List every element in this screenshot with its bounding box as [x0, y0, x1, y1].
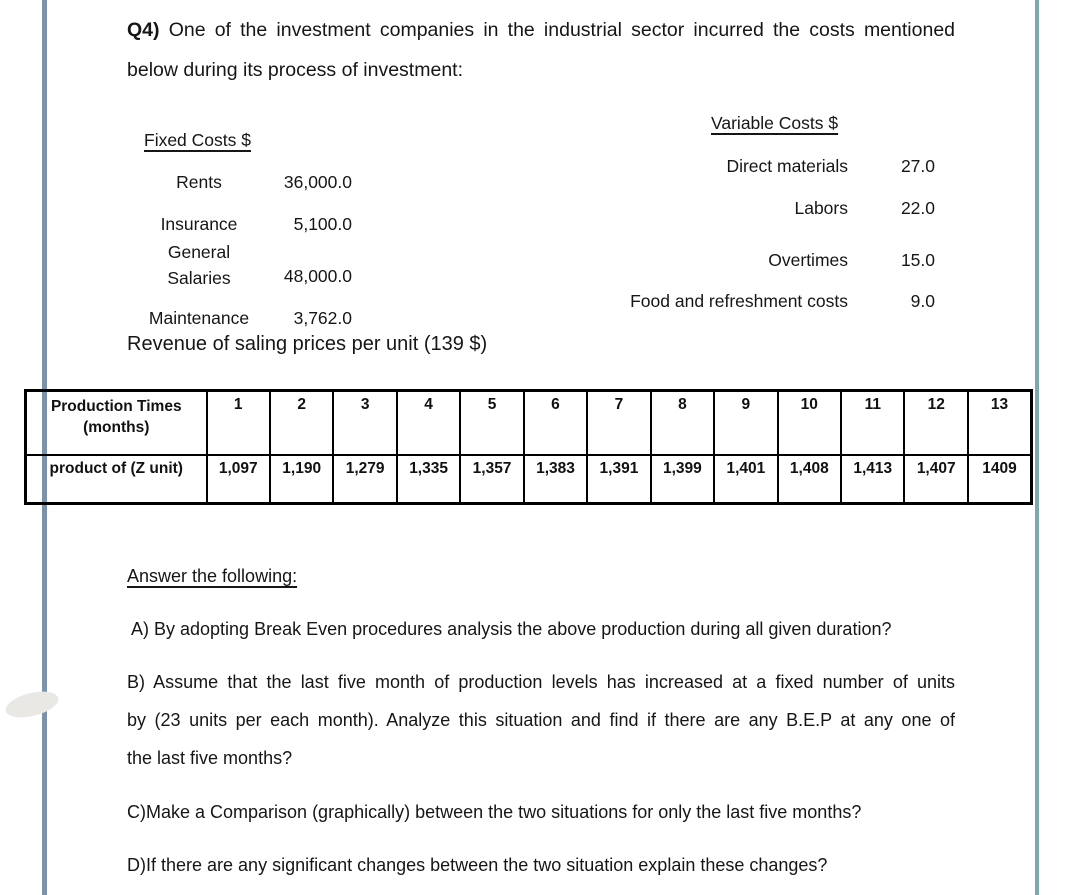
question-number: Q4) — [127, 19, 160, 41]
product-cell: 1,413 — [841, 455, 904, 504]
question-b-line2: by (23 units per each month). Analyze this situation and find if there are any B.E.P at any one of — [127, 710, 955, 730]
table-data-row — [26, 455, 1032, 504]
variable-cost-label-food: Food and refreshment costs — [630, 291, 848, 311]
fixed-cost-value-general-salaries: 48,000.0 — [283, 266, 352, 286]
month-cell: 3 — [333, 391, 396, 456]
product-cell: 1,097 — [207, 455, 270, 504]
month-cell: 11 — [841, 391, 904, 456]
table-row-label-cell: product of (Z unit) — [26, 455, 207, 504]
fixed-cost-value-rents: 36,000.0 — [283, 172, 352, 192]
question-a: A) By adopting Break Even procedures analysis the above production during all given duration? — [131, 619, 892, 639]
product-cell: 1,408 — [778, 455, 841, 504]
question-d: D)If there are any significant changes between the two situation explain these changes? — [127, 855, 828, 875]
variable-cost-value-direct-materials: 27.0 — [900, 156, 935, 176]
production-table — [24, 389, 1033, 505]
fixed-cost-value-insurance: 5,100.0 — [293, 214, 352, 234]
variable-costs-title: Variable Costs $ — [711, 113, 839, 133]
fixed-cost-value-maintenance: 3,762.0 — [293, 308, 352, 328]
month-cell: 10 — [778, 391, 841, 456]
variable-cost-label-labors: Labors — [794, 198, 848, 218]
product-cell: 1,391 — [587, 455, 650, 504]
product-cell: 1,407 — [904, 455, 967, 504]
month-cell: 9 — [714, 391, 777, 456]
month-cell: 4 — [397, 391, 460, 456]
variable-cost-value-labors: 22.0 — [900, 198, 935, 218]
month-cell: 12 — [904, 391, 967, 456]
month-cell: 13 — [968, 391, 1032, 456]
product-cell: 1,401 — [714, 455, 777, 504]
highlight-smudge — [3, 687, 61, 722]
product-cell: 1,399 — [651, 455, 714, 504]
table-header-label-cell — [26, 391, 207, 456]
month-cell: 2 — [270, 391, 333, 456]
variable-cost-value-food: 9.0 — [910, 291, 935, 311]
revenue-note: Revenue of saling prices per unit (139 $) — [127, 333, 488, 355]
question-b-line3: the last five months? — [127, 748, 293, 768]
product-cell: 1,383 — [524, 455, 587, 504]
production-table-container — [24, 389, 1033, 505]
month-cell: 7 — [587, 391, 650, 456]
month-cell: 5 — [460, 391, 523, 456]
question-b-line1: B) Assume that the last five month of production levels has increased at a fixed number of units — [127, 672, 955, 692]
question-intro-text1: One of the investment companies in the industrial sector incurred the costs mentioned — [168, 19, 956, 41]
fixed-cost-label-rents: Rents — [176, 172, 222, 192]
product-cell: 1,357 — [460, 455, 523, 504]
right-margin-rule — [1035, 0, 1039, 895]
variable-cost-label-direct-materials: Direct materials — [726, 156, 848, 176]
answer-heading: Answer the following: — [127, 566, 298, 586]
question-intro-line2: below during its process of investment: — [127, 59, 463, 81]
question-c: C)Make a Comparison (graphically) between the two situations for only the last five months? — [127, 802, 862, 822]
product-cell: 1,335 — [397, 455, 460, 504]
fixed-cost-label-general-salaries: General Salaries — [167, 242, 231, 288]
fixed-cost-label-maintenance: Maintenance — [148, 308, 250, 328]
fixed-cost-label-insurance: Insurance — [160, 214, 238, 234]
product-cell: 1,190 — [270, 455, 333, 504]
variable-cost-label-overtimes: Overtimes — [768, 250, 848, 270]
month-cell: 1 — [207, 391, 270, 456]
question-intro-line1 — [127, 10, 955, 50]
product-cell: 1409 — [968, 455, 1032, 504]
month-cell: 6 — [524, 391, 587, 456]
table-header-line1: Production Times — [50, 398, 182, 415]
table-header-line2: (months) — [83, 419, 150, 436]
variable-cost-value-overtimes: 15.0 — [900, 250, 935, 270]
product-cell: 1,279 — [333, 455, 396, 504]
table-header-row — [26, 391, 1032, 456]
fixed-costs-title: Fixed Costs $ — [144, 130, 251, 150]
question-intro — [127, 10, 955, 90]
month-cell: 8 — [651, 391, 714, 456]
